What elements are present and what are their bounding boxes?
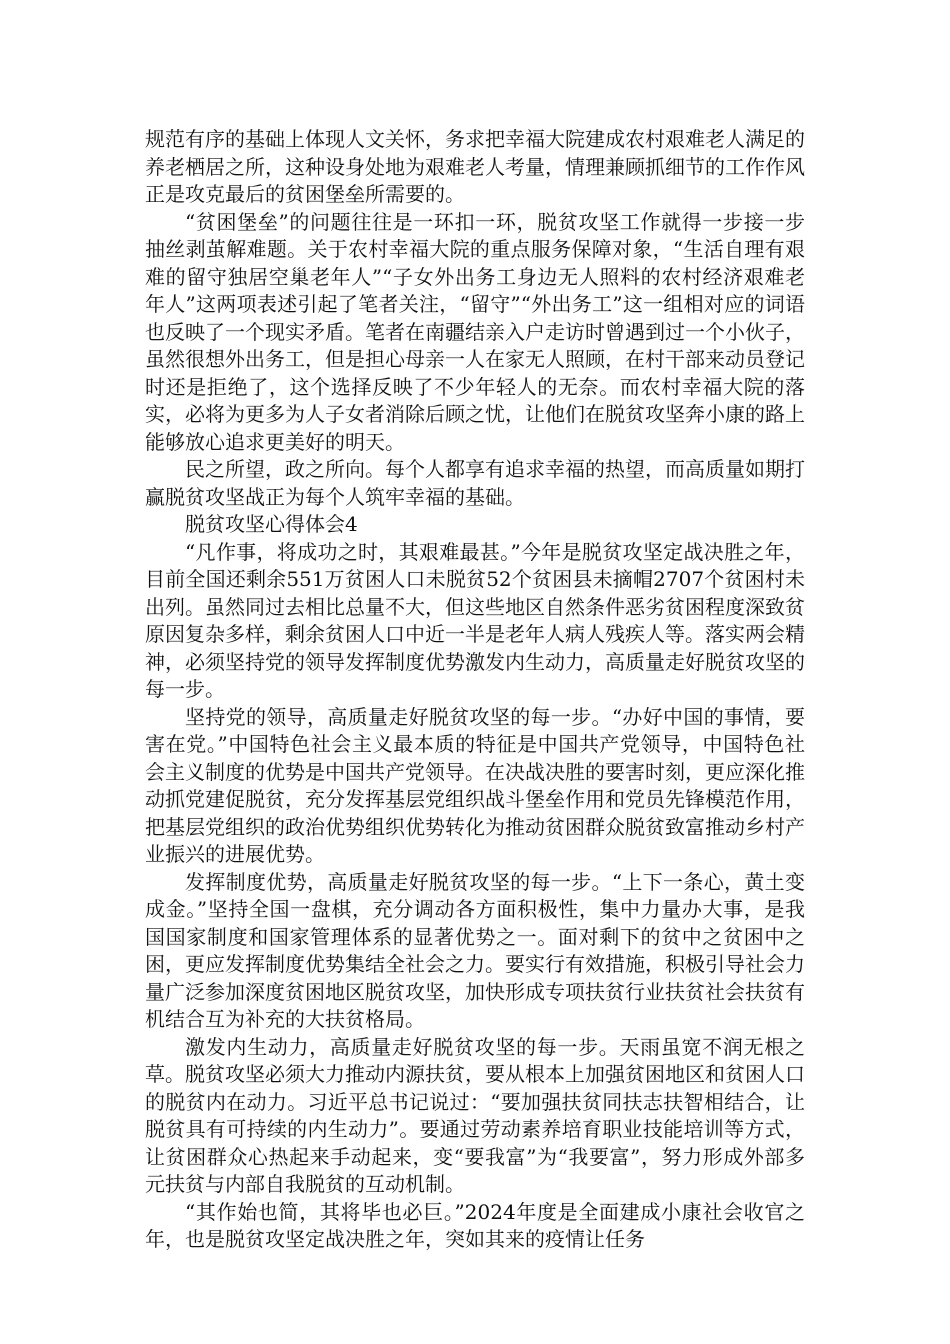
paragraph-people-hope: 民之所望，政之所向。每个人都享有追求幸福的热望，而高质量如期打赢脱贫攻坚战正为每个人筑牢幸福的基础。 <box>145 457 805 509</box>
paragraph-party-leadership: 坚持党的领导，高质量走好脱贫攻坚的每一步。“办好中国的事情，要害在党。”中国特色社会主义最本质的特征是中国共产党领导，中国特色社会主义制度的优势是中国共产党领导。在决战决胜的要害时刻，更应深化推动抓党建促脱贫，充分发挥基层党组织战斗堡垒作用和党员先锋模范作用，把基层党组织的政治优势组织优势转化为推动贫困群众脱贫致富推动乡村产业振兴的进展优势。 <box>145 704 805 866</box>
document-body <box>145 126 805 1254</box>
paragraph-poverty-fortress: “贫困堡垒”的问题往往是一环扣一环，脱贫攻坚工作就得一步接一步抽丝剥茧解难题。关于农村幸福大院的重点服务保障对象，“生活自理有艰难的留守独居空巢老年人”“子女外出务工身边无人照料的农村经济艰难老年人”这两项表述引起了笔者关注，“留守”“外出务工”这一组相对应的词语也反映了一个现实矛盾。笔者在南疆结亲入户走访时曾遇到过一个小伙子，虽然很想外出务工，但是担心母亲一人在家无人照顾，在村干部来动员登记时还是拒绝了，这个选择反映了不少年轻人的无奈。而农村幸福大院的落实，必将为更多为人子女者消除后顾之忧，让他们在脱贫攻坚奔小康的路上能够放心追求更美好的明天。 <box>145 209 805 454</box>
paragraph-internal-motivation: 激发内生动力，高质量走好脱贫攻坚的每一步。天雨虽宽不润无根之草。脱贫攻坚必须大力推动内源扶贫，要从根本上加强贫困地区和贫困人口的脱贫内在动力。习近平总书记说过：“要加强扶贫同扶志扶智相结合，让脱贫具有可持续的内生动力”。要通过劳动素养培育职业技能培训等方式，让贫困群众心热起来手动起来，变“要我富”为“我要富”，努力形成外部多元扶贫与内部自我脱贫的互动机制。 <box>145 1034 805 1196</box>
section-heading: 脱贫攻坚心得体会4 <box>185 512 358 536</box>
paragraph-institutional-advantage: 发挥制度优势，高质量走好脱贫攻坚的每一步。“上下一条心，黄土变成金。”坚持全国一盘棋，充分调动各方面积极性，集中力量办大事，是我国国家制度和国家管理体系的显著优势之一。面对剩下的贫中之贫困中之困，更应发挥制度优势集结全社会之力。要实行有效措施，积极引导社会力量广泛参加深度贫困地区脱贫攻坚，加快形成专项扶贫行业扶贫社会扶贫有机结合互为补充的大扶贫格局。 <box>145 869 805 1031</box>
paragraph-success-difficulty: “凡作事，将成功之时，其艰难最甚。”今年是脱贫攻坚定战决胜之年，目前全国还剩余551万贫困人口未脱贫52个贫困县未摘帽2707个贫困村未出列。虽然同过去相比总量不大，但这些地区自然条件恶劣贫困程度深致贫原因复杂多样，剩余贫困人口中近一半是老年人病人残疾人等。落实两会精神，必须坚持党的领导发挥制度优势激发内生动力，高质量走好脱贫攻坚的每一步。 <box>145 539 805 701</box>
paragraph-final-year: “其作始也简，其将毕也必巨。”2024年度是全面建成小康社会收官之年，也是脱贫攻坚定战决胜之年，突如其来的疫情让任务 <box>145 1199 805 1251</box>
paragraph-continuation: 规范有序的基础上体现人文关怀，务求把幸福大院建成农村艰难老人满足的养老栖居之所，这种设身处地为艰难老人考量，情理兼顾抓细节的工作作风正是攻克最后的贫困堡垒所需要的。 <box>145 127 805 206</box>
